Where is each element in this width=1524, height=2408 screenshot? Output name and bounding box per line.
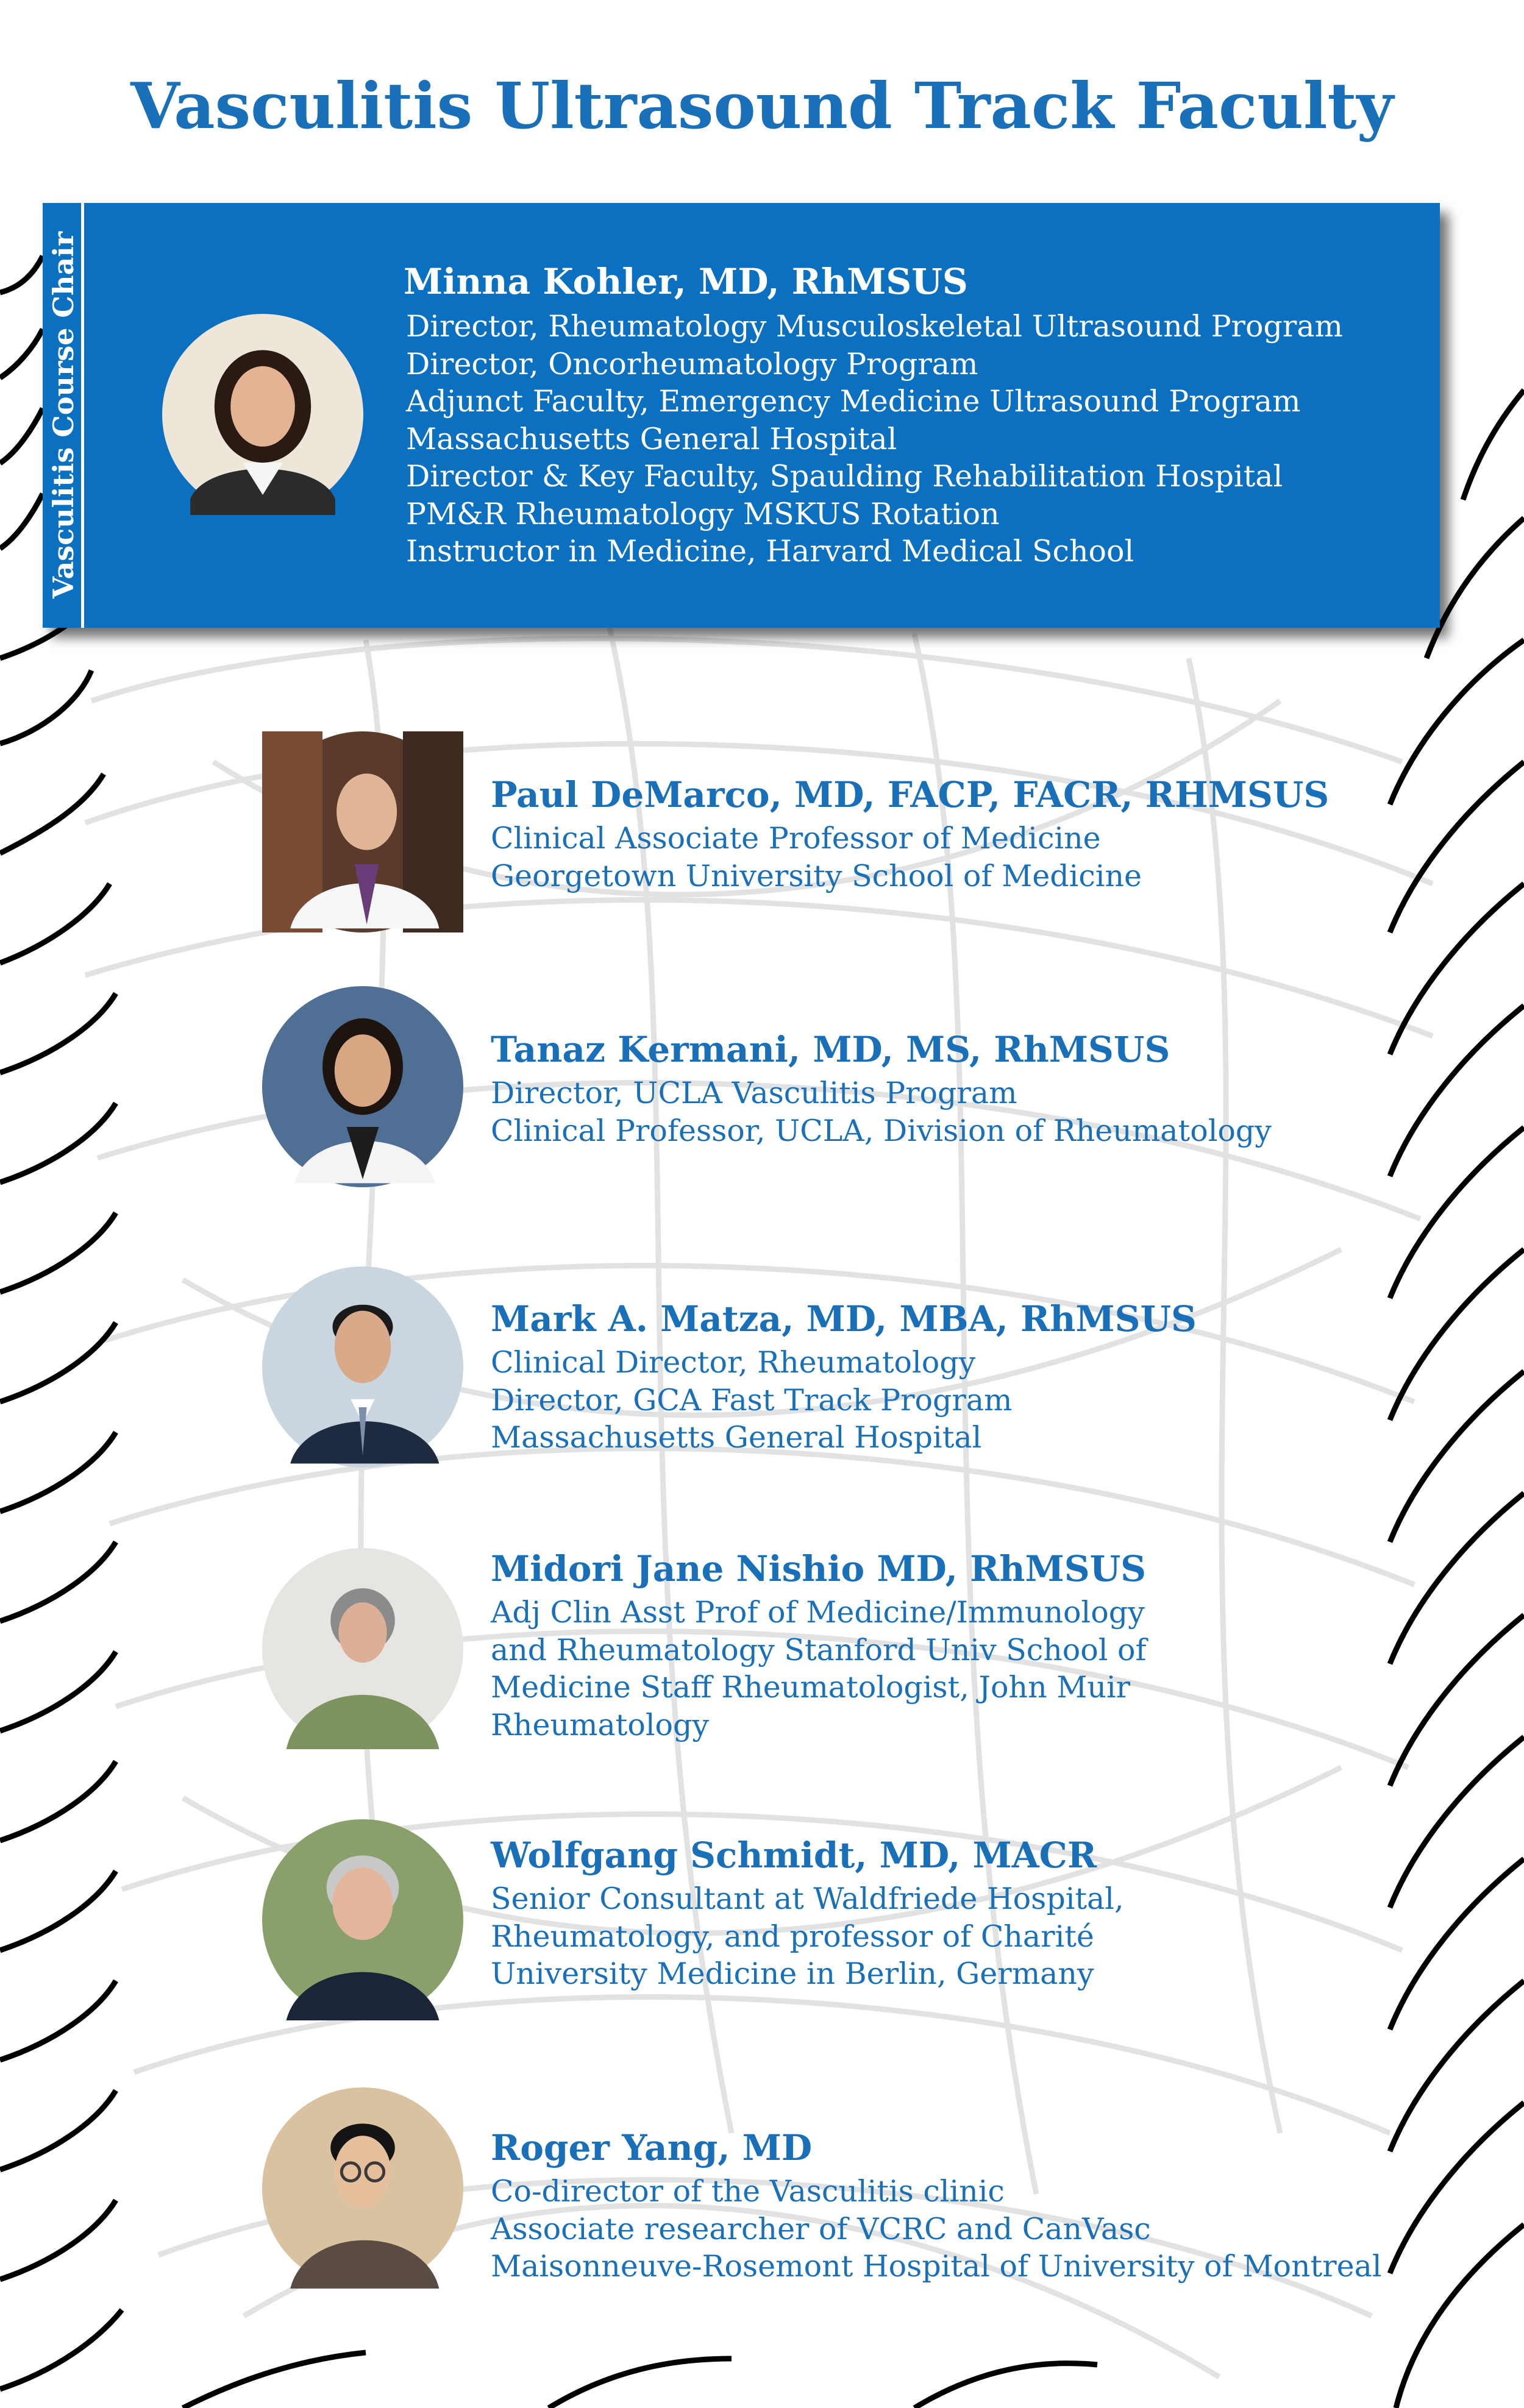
chair-title-line: Adjunct Faculty, Emergency Medicine Ultrasound Program xyxy=(406,384,1301,419)
faculty-name: Wolfgang Schmidt, MD, MACR xyxy=(491,1834,1097,1876)
faculty-title-line: Georgetown University School of Medicine xyxy=(491,858,1142,893)
faculty-title-line: Maisonneuve-Rosemont Hospital of University of Montreal xyxy=(491,2249,1382,2284)
portrait-minna-kohler xyxy=(162,314,363,515)
portrait-paul-demarco xyxy=(262,731,463,932)
chair-title-line: Director, Oncorheumatology Program xyxy=(406,346,978,382)
portrait-mark-matza xyxy=(262,1266,463,1468)
portrait-wolfgang-schmidt xyxy=(262,1819,463,2020)
chair-title-line: Massachusetts General Hospital xyxy=(406,421,897,456)
portrait-midori-nishio xyxy=(262,1548,463,1749)
faculty-titles xyxy=(491,1880,1124,1993)
portrait-tanaz-kermani xyxy=(262,986,463,1187)
faculty-titles xyxy=(491,2173,1382,2285)
faculty-title-line: Senior Consultant at Waldfriede Hospital, xyxy=(491,1881,1124,1916)
chair-title-line: Director, Rheumatology Musculoskeletal Ultrasound Program xyxy=(406,309,1343,344)
faculty-titles xyxy=(491,820,1142,895)
page-title: Vasculitis Ultrasound Track Faculty xyxy=(130,68,1394,143)
faculty-title-line: Adj Clin Asst Prof of Medicine/Immunology xyxy=(491,1595,1145,1630)
portrait-roger-yang xyxy=(262,2087,463,2289)
faculty-title-line: Director, GCA Fast Track Program xyxy=(491,1382,1013,1418)
course-chair-panel xyxy=(43,203,1440,628)
faculty-name: Roger Yang, MD xyxy=(491,2127,813,2168)
faculty-name: Tanaz Kermani, MD, MS, RhMSUS xyxy=(491,1029,1170,1070)
faculty-titles xyxy=(491,1074,1272,1149)
faculty-title-line: Rheumatology, and professor of Charité xyxy=(491,1919,1094,1954)
faculty-title-line: Co-director of the Vasculitis clinic xyxy=(491,2174,1005,2209)
course-chair-tab xyxy=(43,203,84,628)
faculty-title-line: University Medicine in Berlin, Germany xyxy=(491,1956,1094,1991)
faculty-name: Paul DeMarco, MD, FACP, FACR, RHMSUS xyxy=(491,774,1330,815)
faculty-title-line: Director, UCLA Vasculitis Program xyxy=(491,1076,1017,1110)
faculty-title-line: Clinical Director, Rheumatology xyxy=(491,1345,976,1380)
chair-title-line: PM&R Rheumatology MSKUS Rotation xyxy=(406,496,1000,531)
faculty-title-line: Clinical Professor, UCLA, Division of Rheumatology xyxy=(491,1113,1272,1148)
course-chair-tab-label: Vasculitis Course Chair xyxy=(47,232,80,598)
chair-name: Minna Kohler, MD, RhMSUS xyxy=(404,261,968,302)
chair-title-line: Instructor in Medicine, Harvard Medical School xyxy=(406,534,1134,569)
faculty-title-line: Clinical Associate Professor of Medicine xyxy=(491,821,1101,856)
faculty-titles xyxy=(491,1344,1013,1457)
faculty-titles xyxy=(491,1594,1147,1744)
faculty-name: Midori Jane Nishio MD, RhMSUS xyxy=(491,1548,1147,1589)
faculty-title-line: and Rheumatology Stanford Univ School of xyxy=(491,1632,1147,1667)
chair-title-line: Director & Key Faculty, Spaulding Rehabilitation Hospital xyxy=(406,459,1283,494)
faculty-title-line: Rheumatology xyxy=(491,1707,710,1742)
faculty-title-line: Medicine Staff Rheumatologist, John Muir xyxy=(491,1670,1131,1705)
faculty-name: Mark A. Matza, MD, MBA, RhMSUS xyxy=(491,1298,1197,1340)
faculty-title-line: Associate researcher of VCRC and CanVasc xyxy=(491,2211,1151,2246)
chair-titles xyxy=(406,308,1343,570)
faculty-title-line: Massachusetts General Hospital xyxy=(491,1420,982,1455)
